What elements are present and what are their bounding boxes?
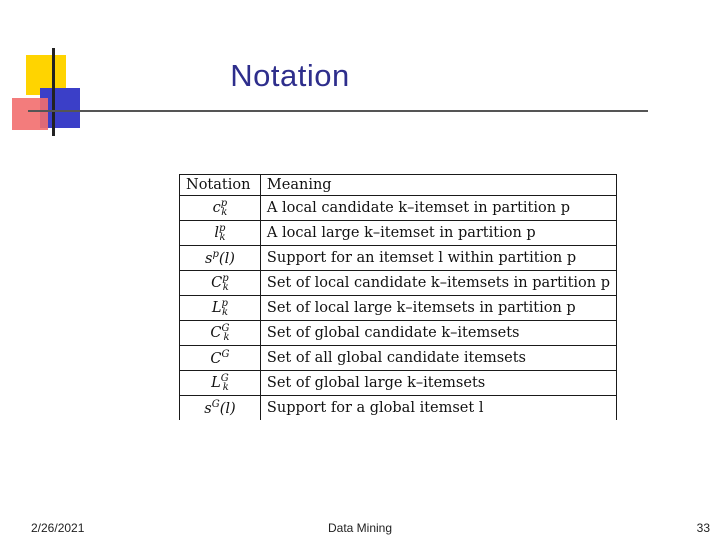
notation-cell: $C^G_k$ (180, 321, 261, 346)
notation-cell: $L^G_k$ (180, 371, 261, 396)
notation-cell: $s^G(l)$ (180, 396, 261, 421)
table-row (180, 396, 617, 421)
header-notation: Notation (180, 175, 261, 196)
notation-cell: $C^p_k$ (180, 271, 261, 296)
page-number: 33 (696, 521, 710, 535)
notation-cell: $L^p_k$ (180, 296, 261, 321)
table-row (180, 346, 617, 371)
footer-title: Data Mining (327, 521, 393, 535)
meaning-cell: Set of local large k–itemsets in partition p (260, 296, 616, 321)
meaning-cell: A local large k–itemset in partition p (260, 221, 616, 246)
meaning-cell: Set of all global candidate itemsets (260, 346, 616, 371)
table-row (180, 246, 617, 271)
meaning-cell: A local candidate k–itemset in partition p (260, 196, 616, 221)
notation-table (179, 174, 617, 420)
header-meaning: Meaning (260, 175, 616, 196)
table-row (180, 371, 617, 396)
footer-date: 2/26/2021 (31, 521, 85, 535)
meaning-cell: Set of local candidate k–itemsets in partition p (260, 271, 616, 296)
table-row (180, 221, 617, 246)
slide-title: Notation (230, 58, 350, 93)
table-row (180, 321, 617, 346)
table-row (180, 271, 617, 296)
notation-cell: $l^p_k$ (180, 221, 261, 246)
title-underline (28, 110, 648, 112)
notation-cell: $c^p_k$ (180, 196, 261, 221)
notation-cell: $s^p(l)$ (180, 246, 261, 271)
table-row (180, 196, 617, 221)
logo-red-square (12, 98, 48, 130)
meaning-cell: Set of global large k–itemsets (260, 371, 616, 396)
table-row (180, 296, 617, 321)
meaning-cell: Support for a global itemset l (260, 396, 616, 421)
meaning-cell: Support for an itemset l within partition p (260, 246, 616, 271)
notation-cell: $C^G$ (180, 346, 261, 371)
meaning-cell: Set of global candidate k–itemsets (260, 321, 616, 346)
table-header-row (180, 175, 617, 196)
